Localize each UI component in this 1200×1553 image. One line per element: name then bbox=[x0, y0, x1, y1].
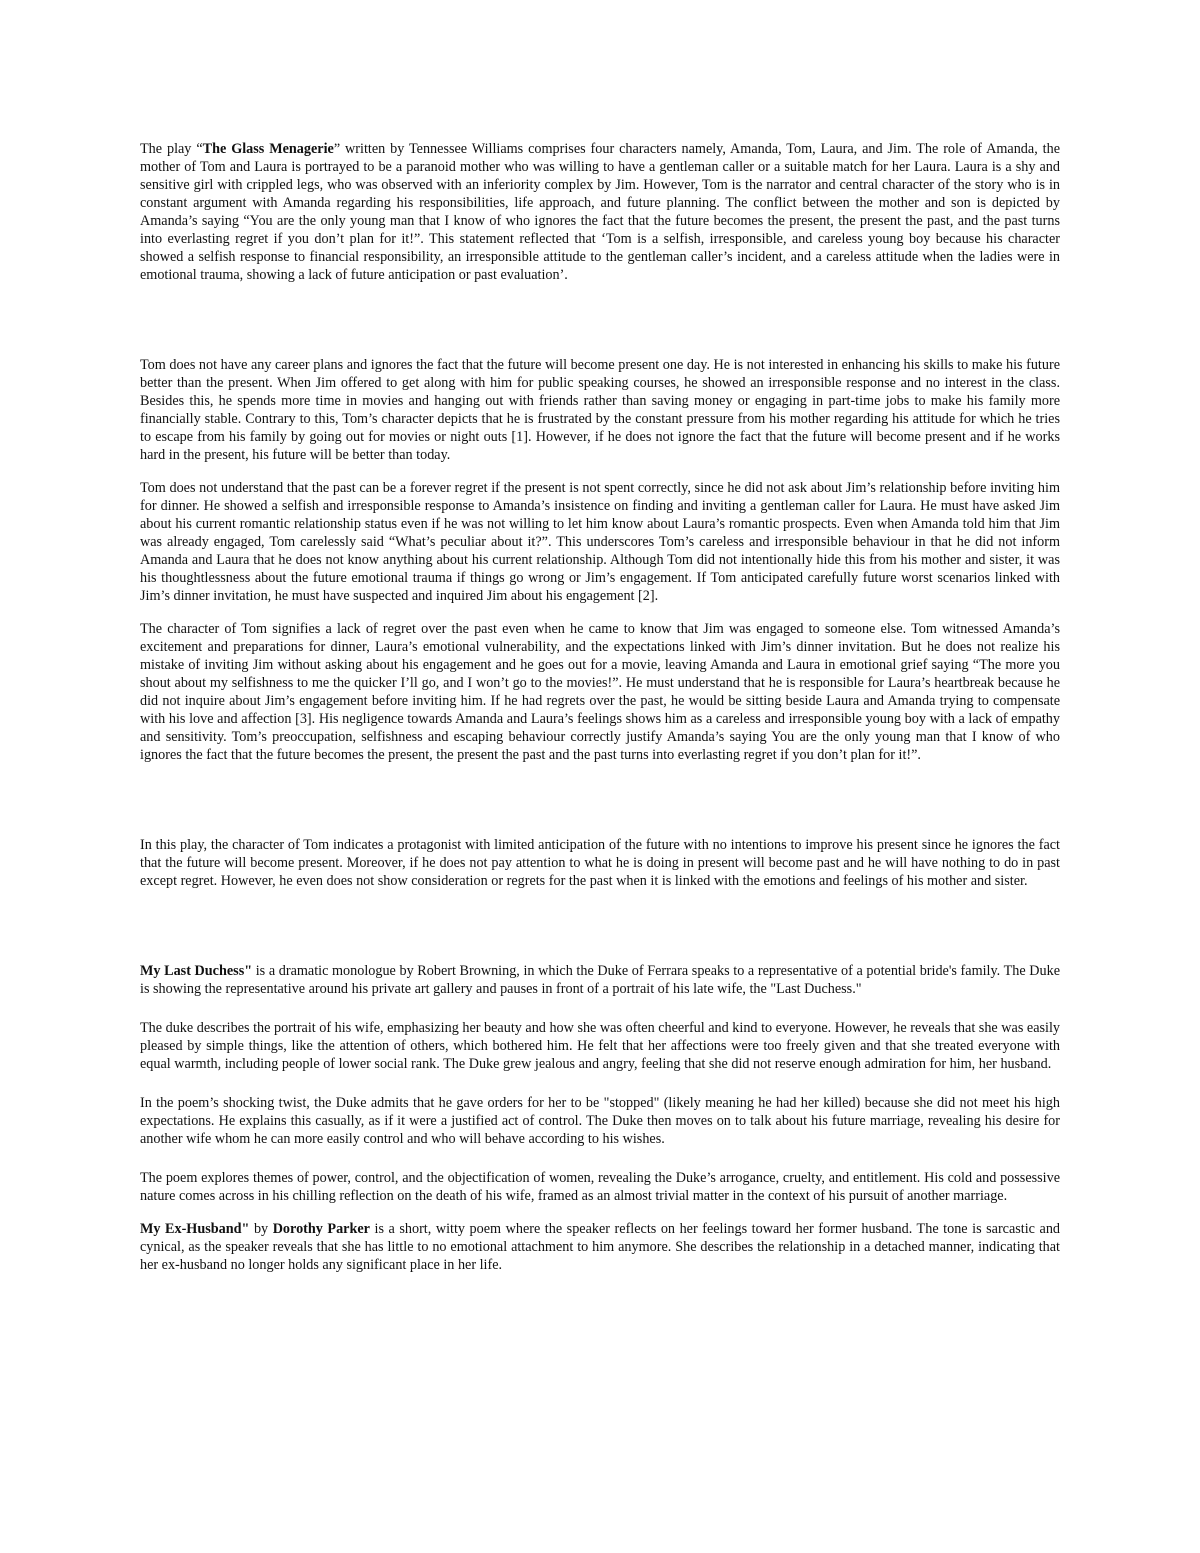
paragraph-past-regret: Tom does not understand that the past can be a forever regret if the present is not spent correctly, since he did not ask about Jim’s relationship before inviting him for dinner. He showed a selfish and irresponsible response to Amanda’s insistence on finding and inviting a gentleman caller for Laura. He must have asked Jim about his current romantic relationship status even if he was not willing to let him know about Laura’s romantic prospects. Even when Amanda told him that Jim was already engaged, Tom carelessly said “What’s peculiar about it?”. This underscores Tom’s careless and irresponsible behaviour in that he did not inform Amanda and Laura that he does not know anything about his current relationship. Although Tom did not intentionally hide this from his mother and sister, it was his thoughtlessness about the future emotional trauma if things go wrong or Jim’s engagement. If Tom anticipated carefully future worst scenarios linked with Jim’s dinner invitation, he must have suspected and inquired Jim about his engagement [2]. bbox=[140, 480, 1060, 604]
paragraph-glass-menagerie-conclusion: In this play, the character of Tom indicates a protagonist with limited anticipation of the future with no intentions to improve his present since he ignores the fact that the future will become present. Moreover, if he does not pay attention to what he is doing in present will become past and he will have nothing to do in past except regret. However, he even does not show consideration or regrets for the past when it is linked with the emotions and feelings of his mother and sister. bbox=[140, 837, 1060, 889]
spacer bbox=[140, 1205, 1060, 1220]
spacer bbox=[140, 605, 1060, 620]
text-run: is a short, witty poem where the speaker reflects on her feelings toward her former husband. The tone is sarcastic and cynical, as the speaker reveals that she has little to no emotional attachment to him anymore. She describes the relationship in a detached manner, indicating that her ex-husband no longer holds any significant place in her life. bbox=[140, 1221, 1061, 1273]
paragraph-duke-portrait: The duke describes the portrait of his wife, emphasizing her beauty and how she was often cheerful and kind to everyone. However, he reveals that she was easily pleased by simple things, like the attention of others, which bothered him. He felt that her affections were too freely given and that she treated everyone with equal warmth, including people of lower social rank. The Duke grew jealous and angry, feeling that she did not reserve enough admiration for him, her husband. bbox=[140, 1020, 1060, 1072]
spacer bbox=[140, 1073, 1060, 1094]
author-name: Dorothy Parker bbox=[272, 1221, 370, 1237]
spacer bbox=[140, 890, 1060, 962]
poem-title: My Last Duchess" bbox=[140, 963, 253, 979]
spacer bbox=[140, 1148, 1060, 1169]
spacer bbox=[140, 284, 1060, 356]
text-run: ” written by Tennessee Williams comprises four characters namely, Amanda, Tom, Laura, and Jim. The role of Amanda, the mother of Tom and Laura is portrayed to be a paranoid mother who was willing to have a gentleman caller or a suitable match for her Laura. Laura is a shy and sensitive girl with crippled legs, who was observed with an inferiority complex by Jim. However, Tom is the narrator and central character of the story who is in constant argument with Amanda regarding his responsibilities, life approach, and future planning. The conflict between the mother and son is depicted by Amanda’s saying “You are the only young man that I know of who ignores the fact that the future becomes the present, the present the past, and the past turns into everlasting regret if you don’t plan for it!”. This statement reflected that ‘Tom is a selfish, irresponsible, and careless young boy because his character showed a selfish response to financial responsibility, an irresponsible attitude to the gentleman caller’s incident, and a careless attitude when the ladies were in emotional trauma, showing a lack of future anticipation or past evaluation’. bbox=[140, 141, 1060, 283]
play-title: The Glass Menagerie bbox=[202, 141, 334, 157]
paragraph-my-ex-husband bbox=[140, 1220, 1060, 1274]
spacer bbox=[140, 464, 1060, 479]
paragraph-career-plans: Tom does not have any career plans and ignores the fact that the future will become present one day. He is not interested in enhancing his skills to make his future better than the present. When Jim offered to get along with him for public speaking courses, he showed an irresponsible response and no interest in the class. Besides this, he spends more time in movies and hanging out with friends rather than saving money or engaging in part-time jobs to make his family more financially stable. Contrary to this, Tom’s character depicts that he is frustrated by the constant pressure from his mother regarding his attitude for which he tries to escape from his family by going out for movies or night outs [1]. However, if he does not ignore the fact that the future will become present and if he works hard in the present, his future will be better than today. bbox=[140, 357, 1060, 463]
paragraph-my-last-duchess bbox=[140, 962, 1060, 998]
paragraph-lack-of-regret: The character of Tom signifies a lack of regret over the past even when he came to know that Jim was engaged to someone else. Tom witnessed Amanda’s excitement and preparations for dinner, Laura’s emotional vulnerability, and the expectations linked with Jim’s dinner invitation. But he does not realize his mistake of inviting Jim without asking about his engagement and he goes out for a movie, leaving Amanda and Laura in emotional grief saying “The more you shout about my selfishness to me the quicker I’ll go, and I won’t go to the movies!”. He must understand that he is responsible for Laura’s heartbreak because he did not inquire about Jim’s engagement before inviting him. If he had regrets over the past, he would be sitting beside Laura and Amanda trying to compensate with his love and affection [3]. His negligence towards Amanda and Laura’s feelings shows him as a careless and irresponsible young boy with a lack of empathy and sensitivity. Tom’s preoccupation, selfishness and escaping behaviour correctly justify Amanda’s saying You are the only young man that I know of who ignores the fact that the future becomes the present, the present the past and the past turns into everlasting regret if you don’t plan for it!”. bbox=[140, 621, 1060, 763]
text-run: is a dramatic monologue by Robert Browning, in which the Duke of Ferrara speaks to a representative of a potential bride's family. The Duke is showing the representative around his private art gallery and pauses in front of a portrait of his late wife, the "Last Duchess." bbox=[140, 963, 1061, 997]
document-page bbox=[140, 140, 1060, 1274]
text-run: by bbox=[249, 1221, 273, 1237]
spacer bbox=[140, 764, 1060, 836]
poem-title: My Ex-Husband" bbox=[140, 1221, 250, 1237]
paragraph-poem-themes: The poem explores themes of power, control, and the objectification of women, revealing the Duke’s arrogance, cruelty, and entitlement. His cold and possessive nature comes across in his chilling reflection on the death of his wife, framed as an almost trivial matter in the context of his pursuit of another marriage. bbox=[140, 1170, 1060, 1204]
spacer bbox=[140, 998, 1060, 1019]
paragraph-shocking-twist: In the poem’s shocking twist, the Duke admits that he gave orders for her to be "stopped" (likely meaning he had her killed) because she did not meet his high expectations. He explains this casually, as if it were a justified act of control. The Duke then moves on to talk about his future marriage, revealing his desire for another wife whom he can more easily control and who will behave according to his wishes. bbox=[140, 1095, 1060, 1147]
text-run: The play “ bbox=[140, 141, 203, 157]
paragraph-glass-menagerie-intro bbox=[140, 140, 1060, 284]
